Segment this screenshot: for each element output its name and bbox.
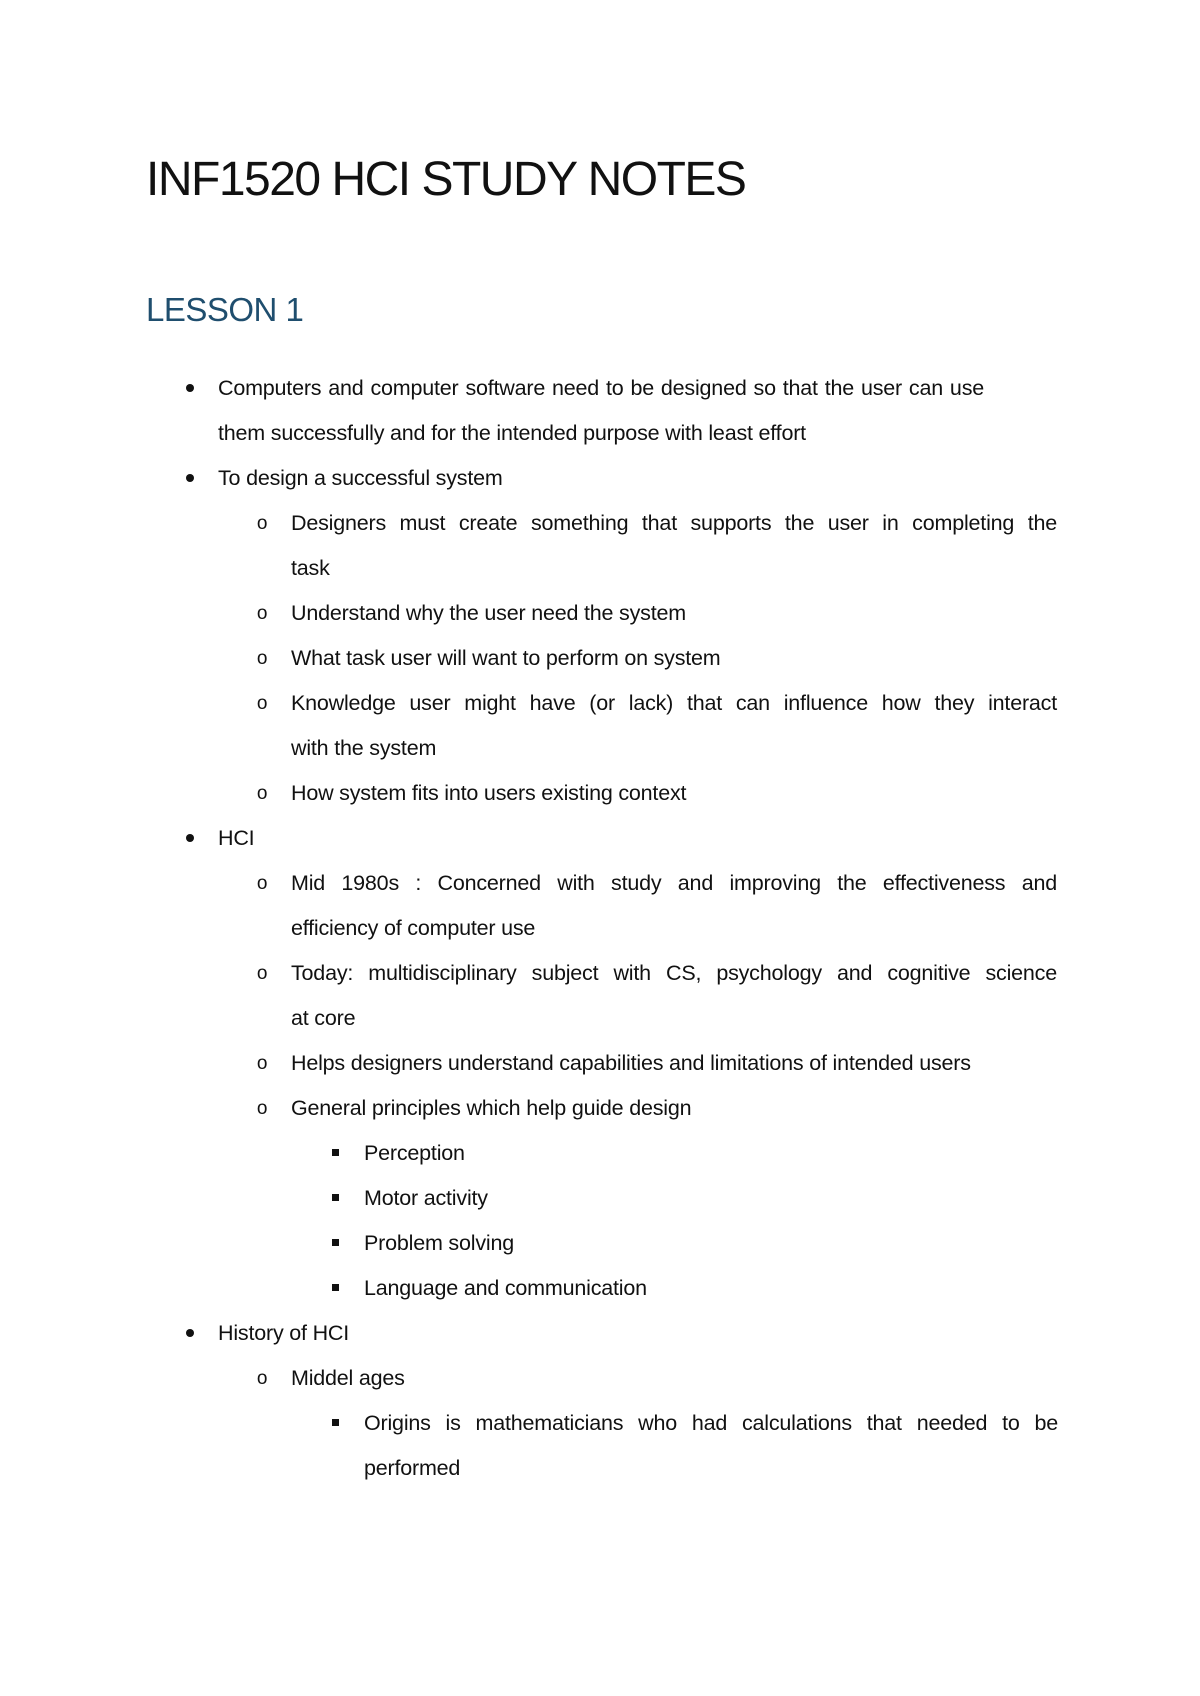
bullet-circle-icon: o — [256, 603, 268, 624]
list-item-text: Origins is mathematicians who had calculations that needed to be — [364, 1411, 1058, 1435]
list-item — [0, 1266, 1200, 1311]
list-item-text: efficiency of computer use — [291, 916, 536, 940]
bullet-dot-icon — [180, 366, 200, 411]
list-item-text: Mid 1980s : Concerned with study and improving the effectiveness and — [291, 871, 1057, 895]
list-item-text: Knowledge user might have (or lack) that can influence how they interact — [291, 691, 1057, 715]
bullet-square-icon — [325, 1176, 345, 1221]
bullet-circle-icon: o — [256, 513, 268, 534]
bullet-circle-icon: o — [256, 1368, 268, 1389]
list-item-text: What task user will want to perform on system — [291, 646, 721, 670]
list-item-text: Middel ages — [291, 1366, 405, 1390]
bullet-circle-icon: o — [256, 1053, 268, 1074]
list-item-text: at core — [291, 1006, 356, 1030]
list-item — [0, 1176, 1200, 1221]
list-item — [0, 501, 1200, 546]
list-item-continuation — [0, 411, 1200, 456]
list-item — [0, 1086, 1200, 1131]
list-item-continuation — [0, 1446, 1200, 1491]
list-item — [0, 861, 1200, 906]
bullet-circle-icon: o — [256, 783, 268, 804]
list-item — [0, 366, 1200, 411]
lesson-heading: LESSON 1 — [146, 291, 304, 328]
list-item-text: To design a successful system — [218, 466, 503, 490]
list-item — [0, 816, 1200, 861]
bullet-square-icon — [325, 1221, 345, 1266]
list-item-text: them successfully and for the intended purpose with least effort — [218, 421, 806, 445]
list-item — [0, 681, 1200, 726]
bullet-square-icon — [325, 1401, 345, 1446]
list-item-text: General principles which help guide design — [291, 1096, 692, 1120]
list-item — [0, 1221, 1200, 1266]
list-item — [0, 1401, 1200, 1446]
document-title: INF1520 HCI STUDY NOTES — [146, 153, 746, 206]
list-item-continuation — [0, 996, 1200, 1041]
list-item-text: Computers and computer software need to be designed so that the user can use — [218, 376, 984, 400]
list-item-text: Designers must create something that supports the user in completing the — [291, 511, 1057, 535]
bullet-circle-icon: o — [256, 873, 268, 894]
list-item-continuation — [0, 546, 1200, 591]
list-item — [0, 1356, 1200, 1401]
bullet-circle-icon: o — [256, 1098, 268, 1119]
list-item-text: Language and communication — [364, 1276, 647, 1300]
list-item — [0, 1311, 1200, 1356]
list-item-text: HCI — [218, 826, 255, 850]
list-item-text: Problem solving — [364, 1231, 514, 1255]
bullet-circle-icon: o — [256, 693, 268, 714]
list-item-continuation — [0, 906, 1200, 951]
list-item — [0, 1131, 1200, 1176]
bullet-dot-icon — [180, 1311, 200, 1356]
list-item-text: Motor activity — [364, 1186, 488, 1210]
bullet-circle-icon: o — [256, 963, 268, 984]
list-item-text: Today: multidisciplinary subject with CS, psychology and cognitive science — [291, 961, 1057, 985]
bullet-square-icon — [325, 1131, 345, 1176]
bullet-list — [0, 366, 1200, 1491]
bullet-dot-icon — [180, 816, 200, 861]
list-item-text: Helps designers understand capabilities and limitations of intended users — [291, 1051, 971, 1075]
list-item-text: Understand why the user need the system — [291, 601, 686, 625]
list-item — [0, 951, 1200, 996]
list-item-text: How system fits into users existing context — [291, 781, 687, 805]
list-item-text: Perception — [364, 1141, 465, 1165]
bullet-square-icon — [325, 1266, 345, 1311]
list-item-text: History of HCI — [218, 1321, 349, 1345]
list-item — [0, 636, 1200, 681]
bullet-circle-icon: o — [256, 648, 268, 669]
bullet-dot-icon — [180, 456, 200, 501]
list-item-text: performed — [364, 1456, 461, 1480]
list-item — [0, 1041, 1200, 1086]
list-item — [0, 771, 1200, 816]
list-item-text: with the system — [291, 736, 437, 760]
list-item — [0, 456, 1200, 501]
list-item — [0, 591, 1200, 636]
list-item-text: task — [291, 556, 330, 580]
list-item-continuation — [0, 726, 1200, 771]
